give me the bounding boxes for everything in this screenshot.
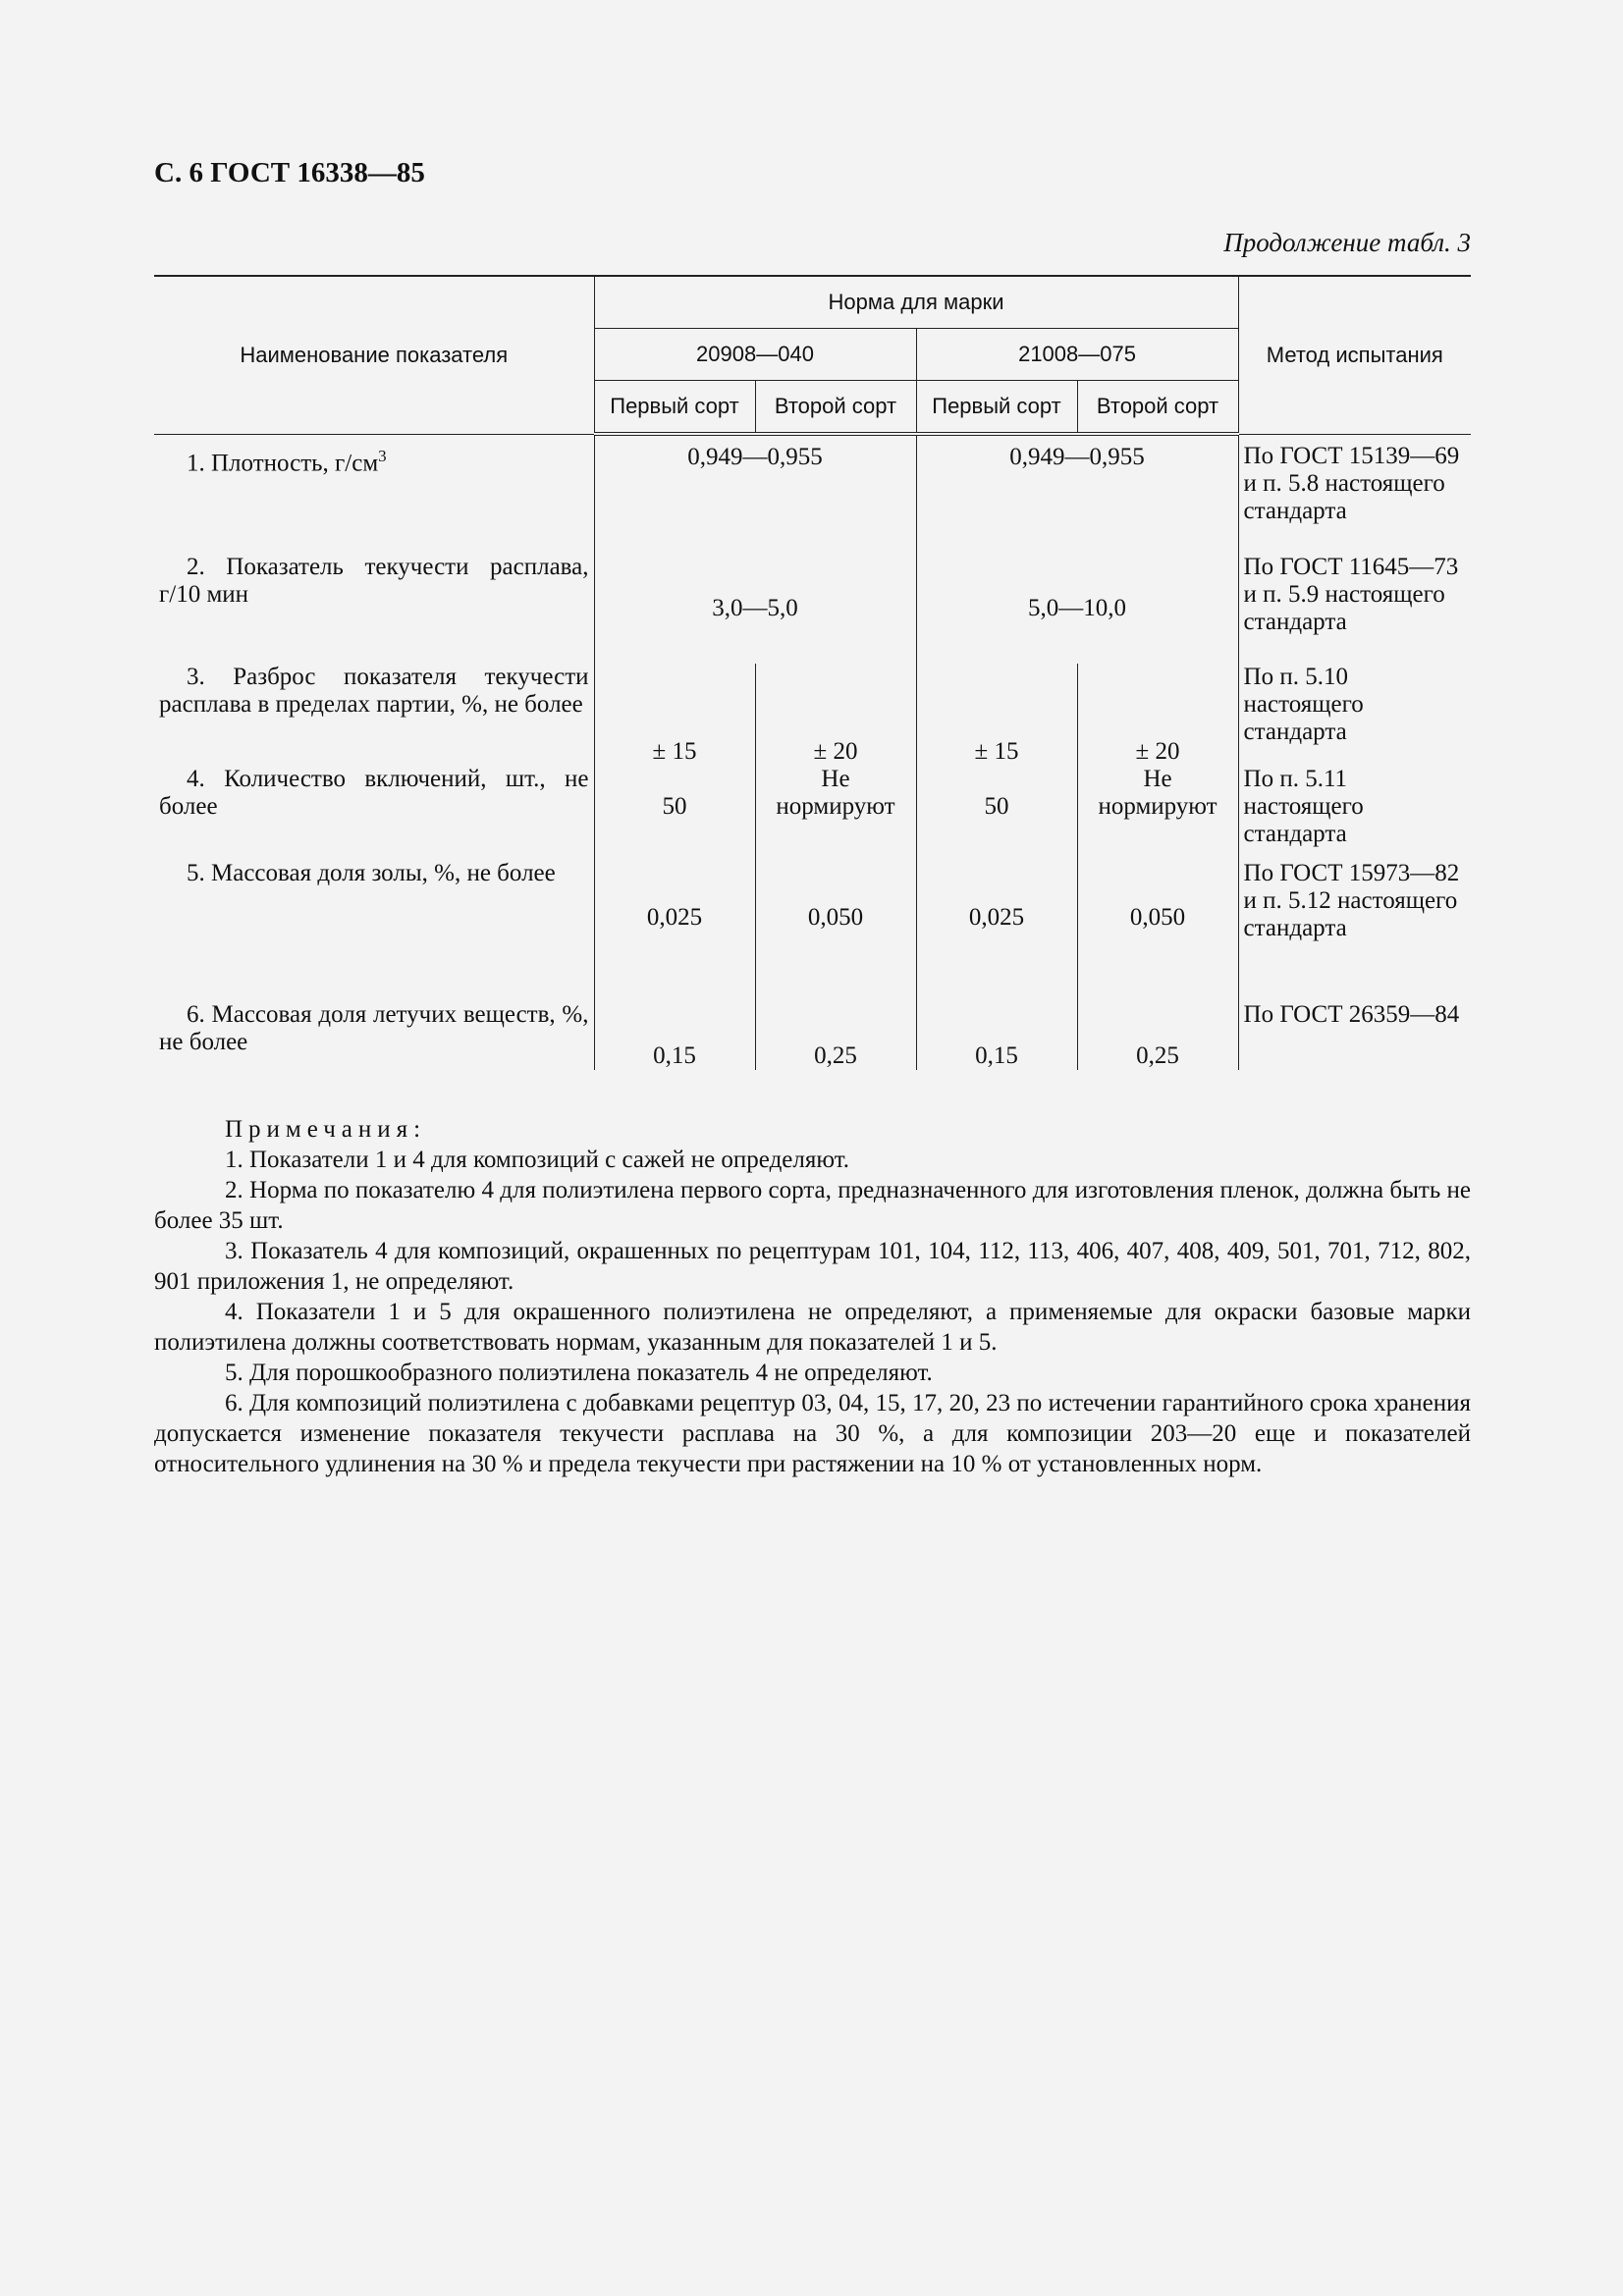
row-name: 1. Плотность, $г/см^3$ [187,446,387,476]
row-method: По ГОСТ 15973—82 и п. 5.12 настоящего стандарта [1238,860,1471,1001]
row-method: По ГОСТ 26359—84 [1238,1001,1471,1070]
header-grade-1: Первый сорт [916,381,1077,435]
page-header: С. 6 ГОСТ 16338—85 [154,157,425,188]
note-item: 6. Для композиций полиэтилена с добавками рецептур 03, 04, 15, 17, 20, 23 по истечении гарантийного срока хранения допускается изменение показателя текучести расплава на 30 %, а для композиции 203—20 еще и показателей относительного удлинения на 30 % и предела текучести при растяжении на 10 % от установленных норм. [154,1390,1471,1477]
row-value: 0,25 [755,1001,916,1070]
row-name: 5. Массовая доля золы, %, не более [187,860,556,886]
header-brand-2: 21008—075 [916,329,1238,381]
row-value: 0,949—0,955 [916,434,1238,554]
row-value: ± 15 [916,664,1077,766]
row-value: ± 15 [594,664,755,766]
table-row [154,554,1471,664]
table-row [154,664,1471,766]
row-method: По п. 5.10 настоящего стандарта [1238,664,1471,766]
row-method: По ГОСТ 15139—69 и п. 5.8 настоящего стандарта [1238,434,1471,554]
note-item: 1. Показатели 1 и 4 для композиций с сажей не определяют. [225,1147,849,1173]
table-continuation-label: Продолжение табл. 3 [1223,228,1471,257]
row-value: 0,025 [594,860,755,1001]
row-value: 5,0—10,0 [916,554,1238,664]
table-row [154,766,1471,860]
note-item: 5. Для порошкообразного полиэтилена показатель 4 не определяют. [225,1360,933,1386]
note-item: 4. Показатели 1 и 5 для окрашенного полиэтилена не определяют, а применяемые для окраски базовые марки полиэтилена должны соответствовать нормам, указанным для показателей 1 и 5. [154,1299,1471,1356]
header-norm: Норма для марки [594,276,1238,329]
header-brand-1: 20908—040 [594,329,916,381]
row-name: 3. Разброс показателя текучести расплава в пределах партии, %, не более [159,664,589,718]
row-value: ± 20 [1077,664,1238,766]
row-value: 0,949—0,955 [594,434,916,554]
row-value: 0,025 [916,860,1077,1001]
row-name: 4. Количество включений, шт., не более [159,766,589,820]
header-grade-2: Второй сорт [755,381,916,435]
row-method: По ГОСТ 11645—73 и п. 5.9 настоящего стандарта [1238,554,1471,664]
row-value: 3,0—5,0 [594,554,916,664]
row-value: 0,15 [916,1001,1077,1070]
note-item: 2. Норма по показателю 4 для полиэтилена первого сорта, предназначенного для изготовления пленок, должна быть не более 35 шт. [154,1177,1471,1234]
header-name: Наименование показателя [154,276,594,434]
row-value: 0,25 [1077,1001,1238,1070]
notes-section [154,1114,1471,1479]
header-grade-2: Второй сорт [1077,381,1238,435]
table-row [154,434,1471,554]
table-row [154,1001,1471,1070]
row-value: Не нормируют [1077,766,1238,860]
row-value: Не нормируют [755,766,916,860]
row-name: 2. Показатель текучести расплава, г/10 мин [159,554,589,608]
note-item: 3. Показатель 4 для композиций, окрашенных по рецептурам 101, 104, 112, 113, 406, 407, 408, 409, 501, 701, 712, 802, 901 приложения 1, не определяют. [154,1238,1471,1295]
table-3 [154,275,1471,1070]
row-value: 50 [594,766,755,860]
header-method: Метод испытания [1238,276,1471,434]
row-value: 50 [916,766,1077,860]
row-value: 0,050 [1077,860,1238,1001]
row-name: 6. Массовая доля летучих веществ, %, не более [159,1001,589,1055]
header-grade-1: Первый сорт [594,381,755,435]
row-value: ± 20 [755,664,916,766]
table-row [154,860,1471,1001]
row-value: 0,15 [594,1001,755,1070]
notes-title: Примечания: [225,1116,427,1143]
row-method: По п. 5.11 настоящего стандарта [1238,766,1471,860]
row-value: 0,050 [755,860,916,1001]
